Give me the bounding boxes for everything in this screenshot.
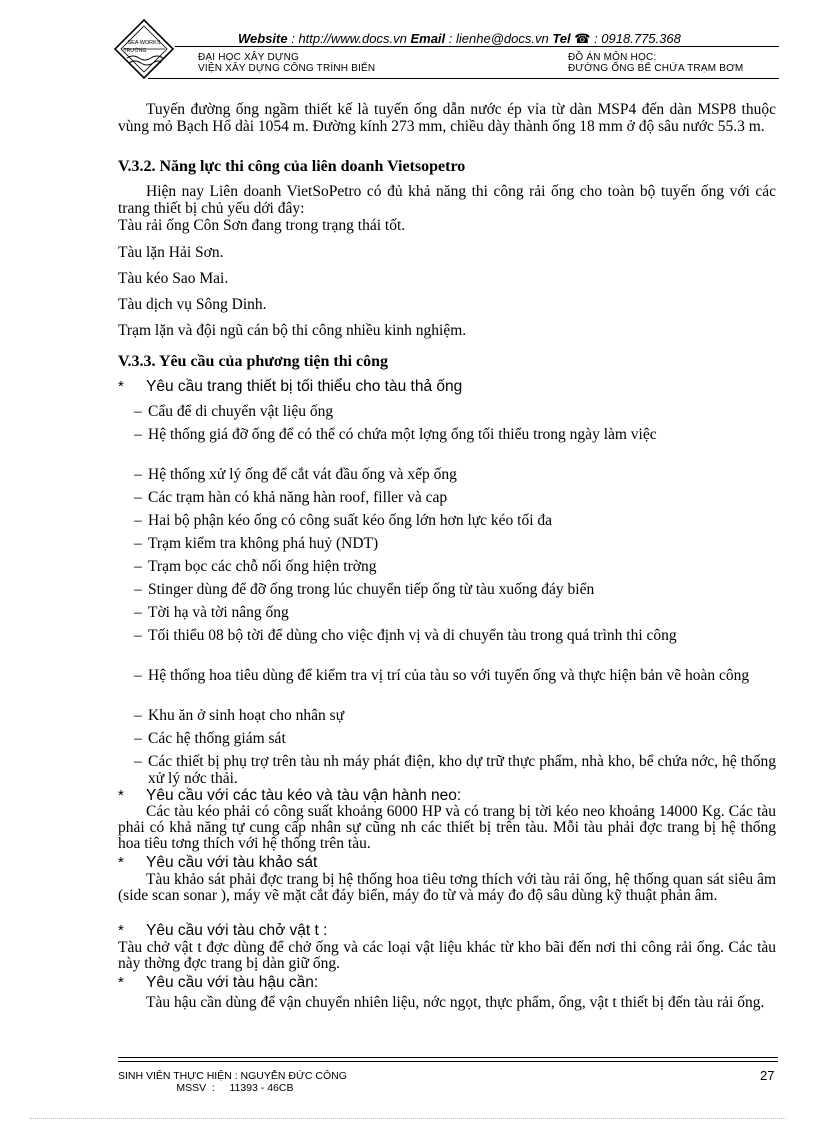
list-item: – Stinger dùng để đỡ ống trong lúc chuyển tiếp ống từ tàu xuống đáy biển xyxy=(134,581,595,598)
svg-text:SEA WORKS: SEA WORKS xyxy=(127,40,161,46)
list-item: – Tối thiểu 08 bộ tời để dùng cho việc định vị và di chuyển tàu trong quá trình thi công xyxy=(134,627,677,644)
tel-value: : 0918.775.368 xyxy=(590,31,681,46)
intro-paragraph: Tuyến đường ống ngầm thiết kế là tuyến ống dẫn nước ép vỉa từ dàn MSP4 đến dàn MSP8 thuộc vùng mỏ Bạch Hổ dài 1054 m. Đường kính 273 mm, chiều dày thành ống 18 mm ở độ sâu nước 55.3 m. xyxy=(118,101,776,135)
survey-requirement-paragraph: Tàu khảo sát phải đợc trang bị hệ thống hoa tiêu tơng thích với tàu rải ống, hệ thống quan sát siêu âm (side scan sonar ), máy vẽ mặt cắt đáy biển, máy đo từ và máy đo độ sâu dùng kỹ thuật phản âm. xyxy=(118,871,776,904)
equipment-line: Trạm lặn và đội ngũ cán bộ thi công nhiều kinh nghiệm. xyxy=(118,322,467,339)
page-number: 27 xyxy=(760,1068,775,1083)
svg-text:TRƯỜNG: TRƯỜNG xyxy=(123,48,147,54)
supply-requirement-paragraph: Tàu chở vật t đợc dùng để chở ống và các loại vật liệu khác từ kho bãi đến nơi thi công rải ống. Các tàu này thờng đợc trang bị dàn giữ ống. xyxy=(118,939,776,972)
requirement-title: Yêu cầu trang thiết bị tối thiểu cho tàu thả ống xyxy=(146,378,463,395)
requirement-title: Yêu cầu với các tàu kéo và tàu vận hành neo: xyxy=(146,787,462,804)
email-label: Email xyxy=(410,31,446,46)
header-institution: ĐẠI HỌC XÂY DỰNG VIỆN XÂY DỰNG CÔNG TRÌNH BIỂN xyxy=(198,52,376,74)
footer-rule xyxy=(118,1061,778,1062)
list-item: – Các trạm hàn có khả năng hàn roof, filler và cap xyxy=(134,489,448,506)
section-heading-v32: V.3.2. Năng lực thi công của liên doanh Vietsopetro xyxy=(118,158,466,175)
list-item: – Các hệ thống giám sát xyxy=(134,730,286,747)
list-item: – Khu ăn ở sinh hoạt cho nhân sự xyxy=(134,707,345,724)
website-label: Website xyxy=(238,31,288,46)
logistics-requirement-paragraph: Tàu hậu cần dùng để vận chuyển nhiên liệu, nớc ngọt, thực phẩm, ống, vật t thiết bị đến tàu rải ống. xyxy=(146,994,765,1011)
list-item: – Trạm bọc các chỗ nối ống hiện trờng xyxy=(134,558,377,575)
page-bottom-border xyxy=(30,1118,786,1119)
v32-paragraph: Hiện nay Liên doanh VietSoPetro có đủ khả năng thi công rải ống cho toàn bộ tuyến ống với các trang thiết bị chủ yếu dới đây: xyxy=(118,183,776,217)
header-contact-line: Website : http://www.docs.vn Email : lienhe@docs.vn Tel ☎ : 0918.775.368 xyxy=(238,31,681,46)
list-item: – Hệ thống xử lý ống để cắt vát đầu ống và xếp ống xyxy=(134,466,457,483)
equipment-line: Tàu kéo Sao Mai. xyxy=(118,270,229,287)
header-rule-top xyxy=(175,46,779,47)
header-rule-bottom xyxy=(148,78,779,79)
list-item: – Các thiết bị phụ trợ trên tàu nh máy phát điện, kho dự trữ thực phẩm, nhà kho, bể chứa nớc, hệ thống xử lý nớc thải. xyxy=(134,753,776,787)
list-item: – Hệ thống giá đỡ ống để có thể có chứa một lợng ống tối thiểu trong ngày làm việc xyxy=(134,426,657,443)
list-item: – Tời hạ và tời nâng ống xyxy=(134,604,289,621)
equipment-line: Tàu lặn Hải Sơn. xyxy=(118,244,224,261)
requirement-title: Yêu cầu với tàu chở vật t : xyxy=(146,922,328,939)
equipment-line: Tàu dịch vụ Sông Dinh. xyxy=(118,296,267,313)
footer-student-info: SINH VIÊN THỰC HIỆN : NGUYỄN ĐỨC CÔNG MSSV : 11393 - 46CB xyxy=(118,1070,347,1094)
list-item: – Cẩu để di chuyển vật liệu ống xyxy=(134,403,334,420)
requirement-title: Yêu cầu với tàu hậu cần: xyxy=(146,974,319,991)
list-item: – Trạm kiểm tra không phá huỷ (NDT) xyxy=(134,535,379,552)
list-item: – Hai bộ phận kéo ống có công suất kéo ống lớn hơn lực kéo tối đa xyxy=(134,512,553,529)
tug-requirement-paragraph: Các tàu kéo phải có công suất khoảng 6000 HP và có trang bị tời kéo neo khoảng 14000 Kg. Các tàu phải có khả năng tự cung cấp nhân sự cũng nh các thiết bị trên tàu. Mỗi tàu phải đợc trang bị hệ thống hoa tiêu tơng thích với hệ thống trên tàu. xyxy=(118,803,776,852)
star-bullet: * xyxy=(118,378,124,395)
header-course: ĐỒ ÁN MÔN HỌC: ĐƯỜNG ỐNG BỂ CHỨA TRẠM BƠM xyxy=(568,52,744,74)
website-url[interactable]: http://www.docs.vn xyxy=(298,31,407,46)
tel-label: Tel xyxy=(552,31,571,46)
equipment-line: Tàu rải ống Côn Sơn đang trong trạng thái tốt. xyxy=(118,217,406,234)
list-item: – Hệ thống hoa tiêu dùng để kiểm tra vị trí của tàu so với tuyến ống và thực hiện bản vẽ hoàn công xyxy=(134,667,750,684)
section-heading-v33: V.3.3. Yêu cầu của phương tiện thi công xyxy=(118,353,389,370)
email-value[interactable]: lienhe@docs.vn xyxy=(456,31,549,46)
footer-rule xyxy=(118,1057,778,1058)
requirement-title: Yêu cầu với tàu khảo sát xyxy=(146,854,318,871)
phone-icon: ☎ xyxy=(574,31,591,46)
university-logo-icon xyxy=(113,18,175,80)
document-page: SEA WORKS TRƯỜNG Website : http://www.docs.vn Email : lienhe@docs.vn Tel ☎ : 0918.775.368 ĐẠI HỌC XÂY DỰNG VIỆN XÂY DỰNG CÔNG TRÌNH BIỂN ĐỒ ÁN MÔN HỌC: ĐƯỜNG ỐNG BỂ CHỨA TRẠM BƠM Tuyến đường ống ngầm thiết kế là tuyến ống dẫn nước ép vỉa từ dàn MSP4 đến dàn MSP8 thuộc vùng mỏ Bạch Hổ dài 1054 m. Đường kính 273 mm, chiều dày thành ống 18 mm ở độ sâu nước 55.3 m. V.3.2. Năng lực thi công của liên doanh Vietsopetro Hiện nay Liên doanh VietSoPetro có đủ khả năng thi công rải ống cho toàn bộ tuyến ống với các trang thiết bị chủ yếu dới đây: Tàu rải ống Côn Sơn đang trong trạng thái tốt. Tàu lặn Hải Sơn. Tàu kéo Sao Mai. Tàu dịch vụ Sông Dinh. Trạm lặn và đội ngũ cán bộ thi công nhiều kinh nghiệm. V.3.3. Yêu cầu của phương tiện thi công * Yêu cầu trang thiết bị tối thiểu cho tàu thả ống – Cẩu để di chuyển vật liệu ống – Hệ thống giá đỡ ống để có thể có chứa một lợng ống tối thiểu trong ngày làm việc – Hệ thống xử lý ống để cắt vát đầu ống và xếp ống – Các trạm hàn có khả năng hàn roof, filler và cap – Hai bộ phận kéo ống có công suất kéo ống lớn hơn lực kéo tối đa – Trạm kiểm tra không phá huỷ (NDT) – Trạm bọc các chỗ nối ống hiện trờng – Stinger dùng để đỡ ống trong lúc chuyển tiếp ống từ tàu xuống đáy biển – Tời hạ và tời nâng ống – Tối thiểu 08 bộ tời để dùng cho việc định vị và di chuyển tàu trong quá trình thi công – Hệ thống hoa tiêu dùng để kiểm tra vị trí của tàu so với tuyến ống và thực hiện bản vẽ hoàn công – Khu ăn ở sinh hoạt cho nhân sự – Các hệ thống giám sát – Các thiết bị phụ trợ trên tàu nh máy phát điện, kho dự trữ thực phẩm, nhà kho, bể chứa nớc, hệ thống xử lý nớc thải. * Yêu cầu với các tàu kéo và tàu vận hành neo: Các tàu kéo phải có công suất khoảng 6000 HP và có trang bị tời kéo neo khoảng 14000 Kg. Các tàu phải có khả năng tự cung cấp nhân sự cũng nh các thiết bị trên tàu. Mỗi tàu phải đợc trang bị hệ thống hoa tiêu tơng thích với hệ thống trên tàu. * Yêu cầu với tàu khảo sát Tàu khảo sát phải đợc trang bị hệ thống hoa tiêu tơng thích với tàu rải ống, hệ thống quan sát siêu âm (side scan sonar ), máy vẽ mặt cắt đáy biển, máy đo từ và máy đo độ sâu dùng kỹ thuật phản âm. * Yêu cầu với tàu chở vật t : Tàu chở vật t đợc dùng để chở ống và các loại vật liệu khác từ kho bãi đến nơi thi công rải ống. Các tàu này thờng đợc trang bị dàn giữ ống. * Yêu cầu với tàu hậu cần: Tàu hậu cần dùng để vận chuyển nhiên liệu, nớc ngọt, thực phẩm, ống, vật t thiết bị đến tàu rải ống. SINH VIÊN THỰC HIỆN : NGUYỄN ĐỨC CÔNG MSSV : 11393 - 46CB 27 xyxy=(0,0,816,1123)
